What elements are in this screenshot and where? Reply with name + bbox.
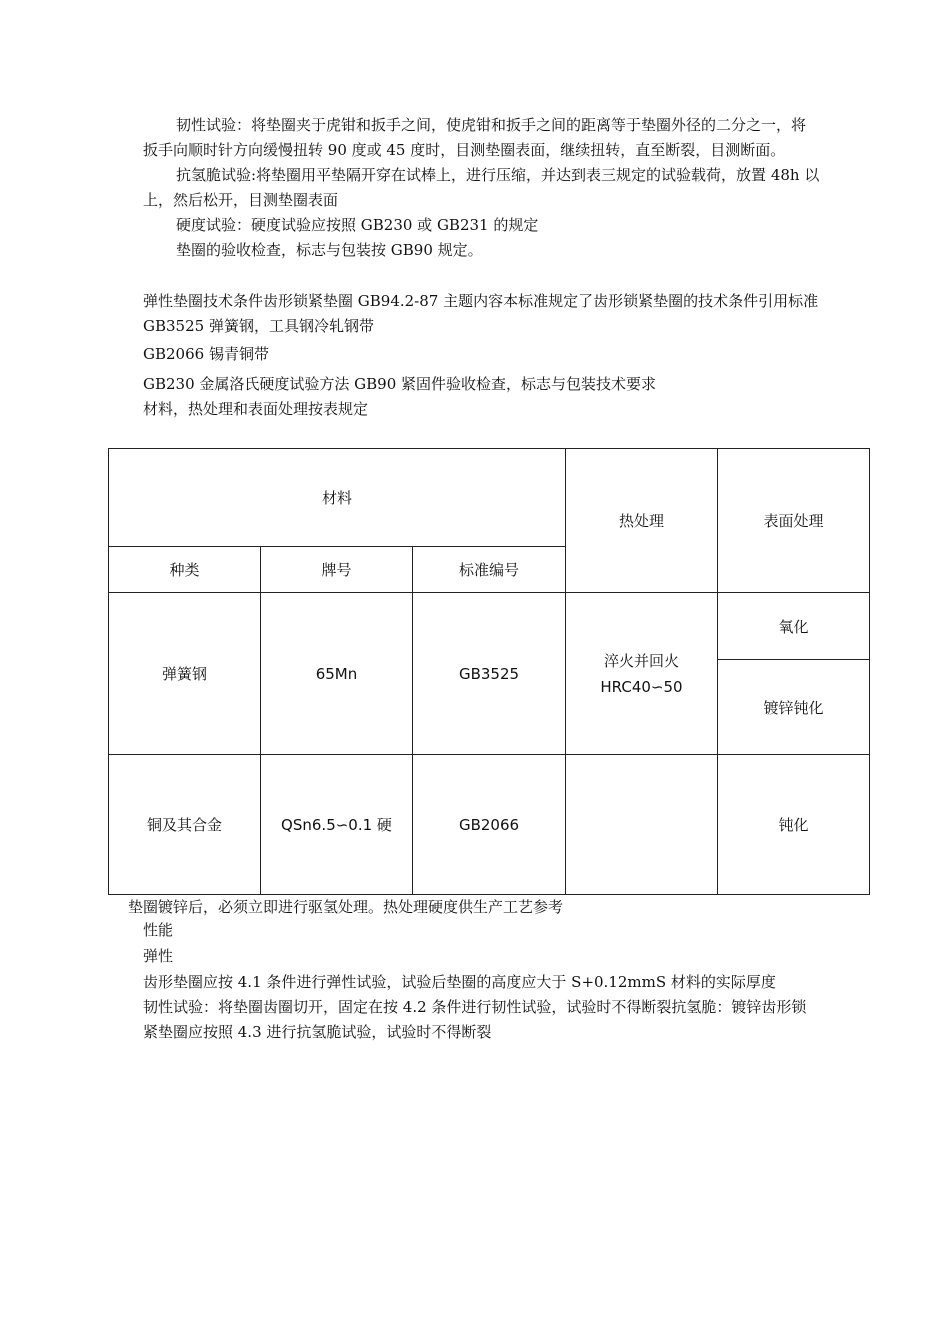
paragraph-toughness-test-2-cont: 紧垫圈应按照 4.3 进行抗氢脆试验，试验时不得断裂 xyxy=(143,1023,492,1041)
header-surface-treatment: 表面处理 xyxy=(718,449,870,593)
row1-heat-line2: HRC40∽50 xyxy=(600,677,683,696)
paragraph-acceptance: 垫圈的验收检查，标志与包装按 GB90 规定。 xyxy=(176,241,483,259)
paragraph-hydrogen-test: 抗氢脆试验:将垫圈用平垫隔开穿在试棒上，进行压缩，并达到表三规定的试验载荷，放置 48h 以 xyxy=(176,166,820,184)
header-heat-treatment: 热处理 xyxy=(566,449,718,593)
row2-heat-treatment xyxy=(566,755,718,895)
heading-performance: 性能 xyxy=(143,921,174,939)
row1-heat-treatment xyxy=(566,593,718,755)
row2-kind: 铜及其合金 xyxy=(109,755,261,895)
subheader-grade: 牌号 xyxy=(261,547,413,593)
paragraph-hydrogen-test-cont: 上，然后松开，目测垫圈表面 xyxy=(143,191,339,209)
paragraph-ref-gb2066: GB2066 锡青铜带 xyxy=(143,345,269,363)
paragraph-hardness-test: 硬度试验：硬度试验应按照 GB230 或 GB231 的规定 xyxy=(176,216,539,234)
row1-grade: 65Mn xyxy=(261,593,413,755)
paragraph-hydrogen-removal: 垫圈镀锌后，必须立即进行驱氢处理。热处理硬度供生产工艺参考 xyxy=(128,898,564,916)
row1-heat-line1: 淬火并回火 xyxy=(603,651,679,670)
paragraph-material-note: 材料，热处理和表面处理按表规定 xyxy=(143,400,369,418)
header-material: 材料 xyxy=(109,449,566,547)
paragraph-toughness-test-2: 韧性试验：将垫圈齿圈切开，固定在按 4.2 条件进行韧性试验，试验时不得断裂抗氢脆：镀锌齿形锁 xyxy=(143,998,807,1016)
subheader-standard: 标准编号 xyxy=(413,547,566,593)
subheader-kind: 种类 xyxy=(109,547,261,593)
row2-grade: QSn6.5∽0.1 硬 xyxy=(261,755,413,895)
paragraph-toughness-test: 韧性试验：将垫圈夹于虎钳和扳手之间，使虎钳和扳手之间的距离等于垫圈外径的二分之一，将 xyxy=(176,116,807,134)
material-table xyxy=(108,448,870,895)
paragraph-spec-intro: 弹性垫圈技术条件齿形锁紧垫圈 GB94.2-87 主题内容本标准规定了齿形锁紧垫圈的技术条件引用标准 xyxy=(143,292,819,310)
paragraph-ref-gb3525: GB3525 弹簧钢，工具钢冷轧钢带 xyxy=(143,317,374,335)
row2-standard: GB2066 xyxy=(413,755,566,895)
paragraph-elasticity-test: 齿形垫圈应按 4.1 条件进行弹性试验，试验后垫圈的高度应大于 S+0.12mmS 材料的实际厚度 xyxy=(143,973,776,991)
paragraph-ref-gb230: GB230 金属洛氏硬度试验方法 GB90 紧固件验收检查，标志与包装技术要求 xyxy=(143,375,657,393)
paragraph-toughness-test-cont: 扳手向顺时针方向缓慢扭转 90 度或 45 度时，目测垫圈表面，继续扭转，直至断裂，目测断面。 xyxy=(143,141,786,159)
row1-kind: 弹簧钢 xyxy=(109,593,261,755)
row2-surface: 钝化 xyxy=(718,755,870,895)
row1-surface-oxidation: 氧化 xyxy=(718,593,870,660)
heading-elasticity: 弹性 xyxy=(143,947,174,965)
row1-surface-galvanize: 镀锌钝化 xyxy=(718,660,870,755)
row1-standard: GB3525 xyxy=(413,593,566,755)
